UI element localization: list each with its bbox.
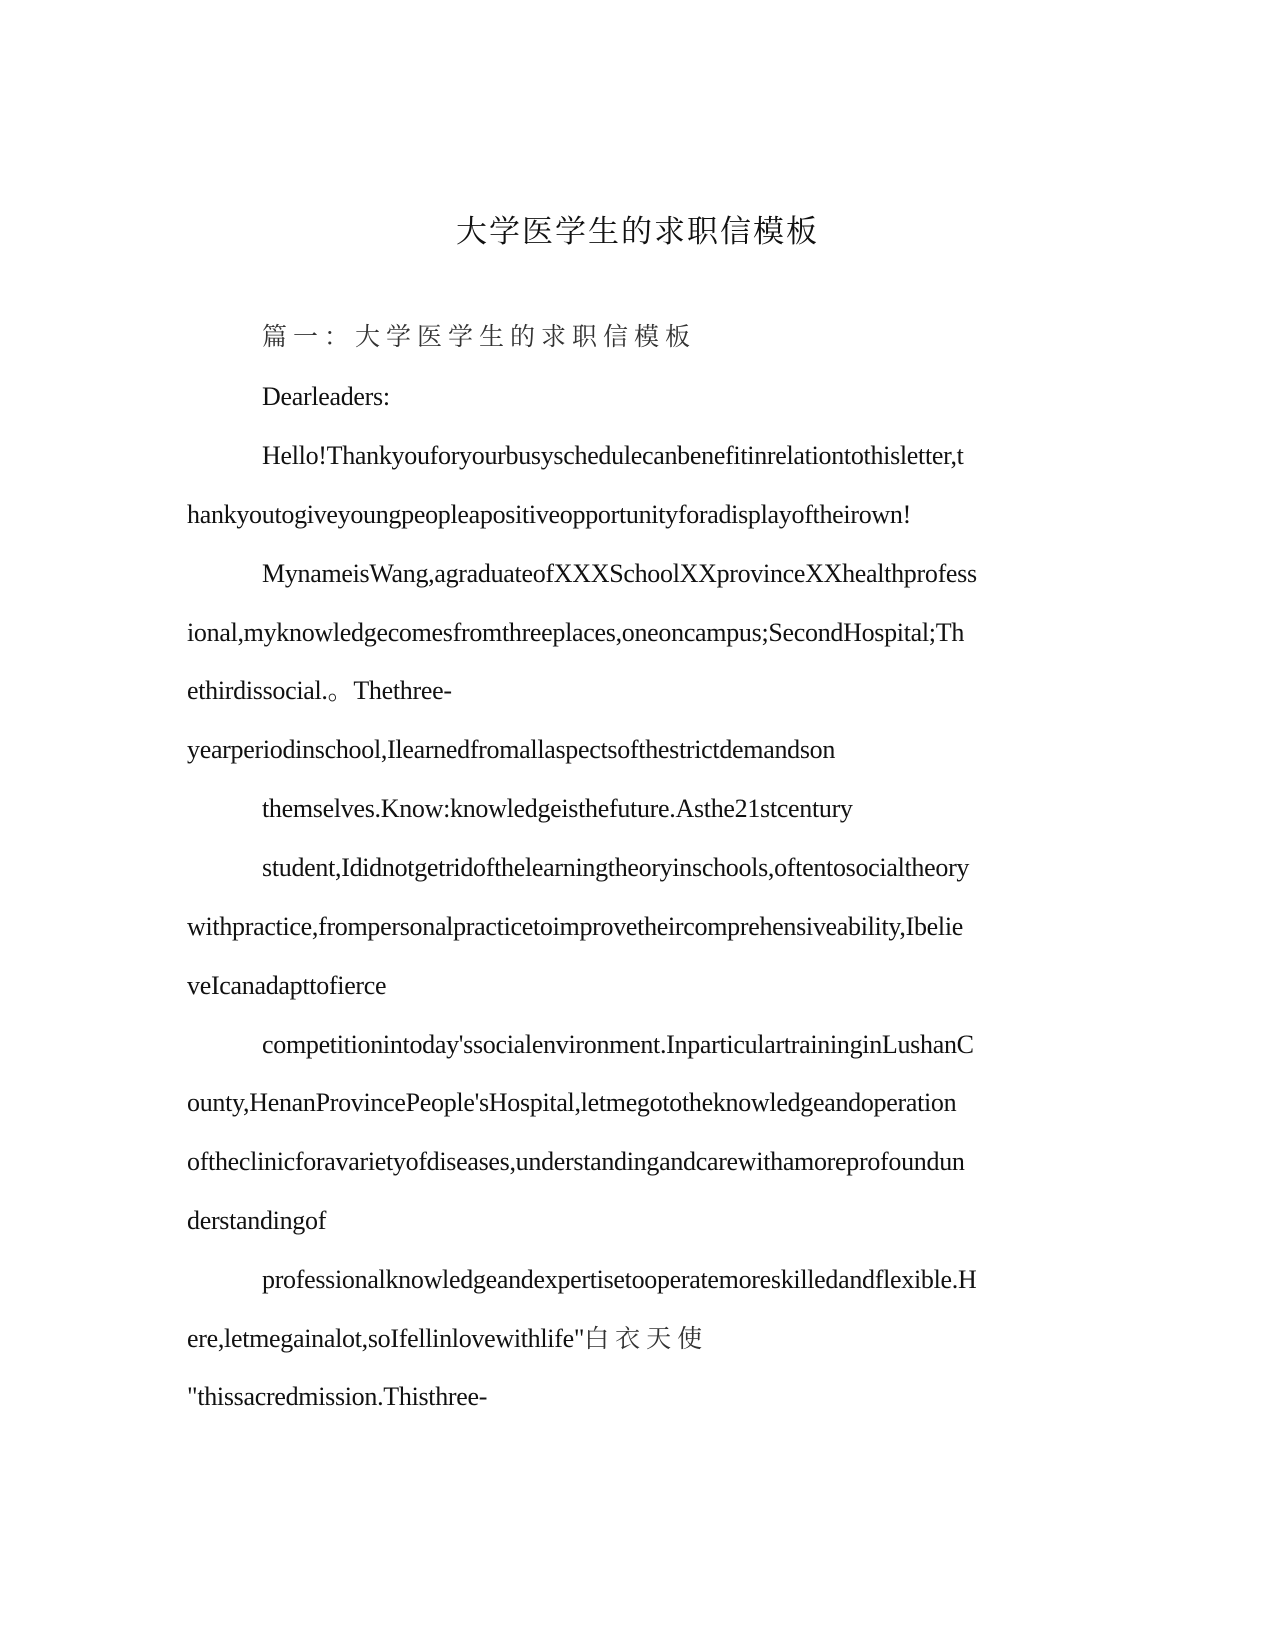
- body-line-6: yearperiodinschool,Ilearnedfromallaspectsofthestrictdemandson: [187, 735, 836, 764]
- body-line-2: hankyoutogiveyoungpeopleapositiveopportunityforadisplayoftheirown!: [187, 500, 911, 529]
- body-line-9: withpractice,frompersonalpracticetoimprovetheircomprehensiveability,Ibelie: [187, 912, 964, 941]
- body-line-1: Hello!Thankyouforyourbusyschedulecanbenefitinrelationtothisletter,t: [262, 441, 964, 470]
- body-line-4: ional,myknowledgecomesfromthreeplaces,oneoncampus;SecondHospital;Th: [187, 618, 965, 647]
- body-line-8: student,Ididnotgetridofthelearningtheoryinschools,oftentosocialtheory: [262, 853, 970, 882]
- body-line-16: [187, 1322, 708, 1356]
- body-line-7: themselves.Know:knowledgeisthefuture.Asthe21stcentury: [262, 794, 853, 823]
- body-line-17: "thissacredmission.Thisthree-: [187, 1382, 488, 1411]
- body-line-11: competitionintoday'ssocialenvironment.InparticulartraininginLushanC: [262, 1030, 974, 1059]
- body-line-3: MynameisWang,agraduateofXXXSchoolXXprovinceXXhealthprofess: [262, 559, 977, 588]
- inline-cjk-phrase: 白衣天使: [584, 1324, 709, 1353]
- body-line-16-text: ere,letmegainalot,soIfellinlovewithlife": [187, 1324, 585, 1353]
- body-line-15: professionalknowledgeandexpertisetooperatemoreskilledandflexible.H: [262, 1265, 977, 1294]
- body-line-5: ethirdissocial.。Thethree-: [187, 676, 452, 705]
- body-line-13: oftheclinicforavarietyofdiseases,understandingandcarewithamoreprofoundun: [187, 1147, 965, 1176]
- body-line-12: ounty,HenanProvincePeople'sHospital,letmegototheknowledgeandoperation: [187, 1088, 957, 1117]
- body-line-10: veIcanadapttofierce: [187, 971, 387, 1000]
- document-title: 大学医学生的求职信模板: [456, 214, 819, 250]
- body-line-14: derstandingof: [187, 1206, 327, 1235]
- salutation-line: Dearleaders:: [262, 382, 390, 411]
- section-heading: 篇一：大学医学生的求职信模板: [262, 322, 697, 351]
